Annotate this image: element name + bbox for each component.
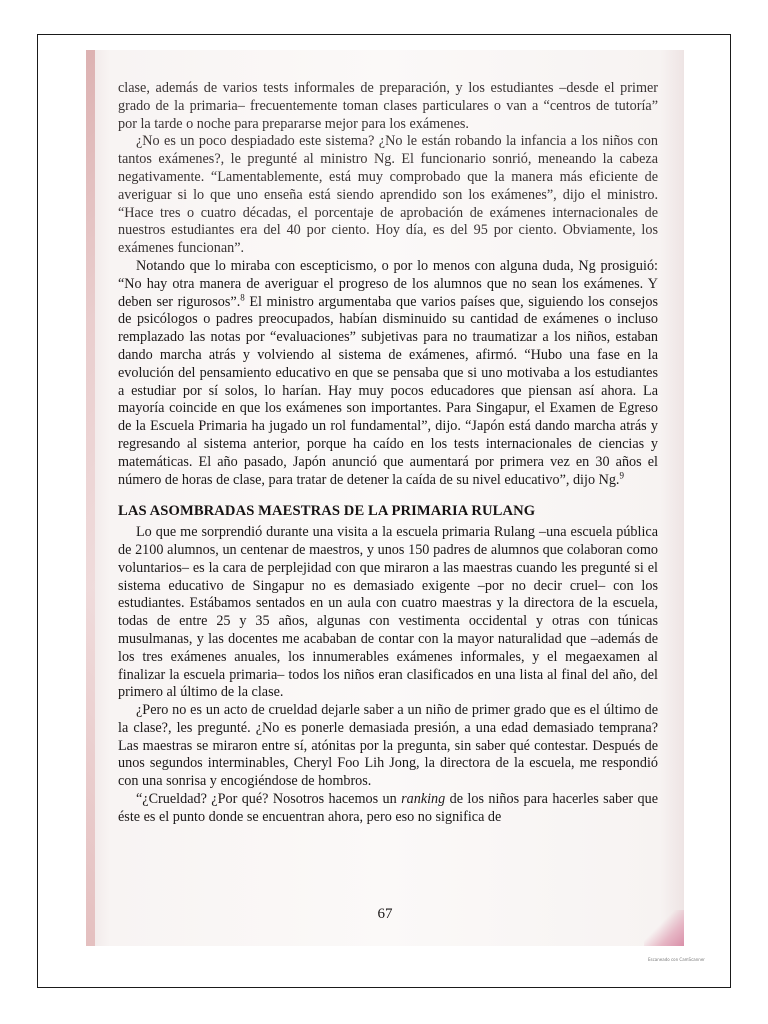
- paragraph-3-cont: El ministro argumentaba que varios países que, siguiendo los consejos de psicólogos o padres preocupados, habían disminuido su cantidad de exámenes o incluso remplazado las notas por “evaluaciones” subjetivas para no traumatizar a los niños, estaban dando marcha atrás y volviendo al sistema de exámenes, afirmó. “Hubo una fase en la evolución del pensamiento educativo en que se pensaba que si uno motivaba a los estudiantes a estudiar por sí solos, lo harían. Hay muy pocos educadores que piensan así ahora. La mayoría coincide en que los exámenes son importantes. Para Singapur, el Examen de Egreso de la Escuela Primaria ha jugado un rol fundamental”, dijo. “Japón está dando marcha atrás y regresando al sistema anterior, porque ha caído en los tests internacionales de ciencias y matemáticas. El año pasado, Japón anunció que aumentará por primera vez en 30 años el número de horas de clase, para tratar de detener la caída de su nivel educativo”, dijo Ng.: [118, 293, 658, 488]
- paragraph-4: Lo que me sorprendió durante una visita a la escuela primaria Rulang –una escuela pública de 2100 alumnos, un centenar de maestros, y unos 150 padres de alumnos que colaboran como voluntarios– es la cara de perplejidad con que miraron a las maestras cuando les pregunté si el sistema educativo de Singapur no es demasiado exigente –por no decir cruel– con los estudiantes. Estábamos sentados en un aula con cuatro maestras y la directora de la escuela, todas de entre 25 y 35 años, algunas con vestimenta occidental y otras con túnicas musulmanas, y las docentes me acababan de contar con la mayor naturalidad que –además de los tres exámenes anuales, los innumerables exámenes informales, y el megaexamen al finalizar la escuela primaria– todos los niños eran clasificados en una lista al final del año, del primero al último de la clase.: [118, 524, 658, 701]
- paragraph-6-start: “¿Crueldad? ¿Por qué? Nosotros hacemos un: [136, 791, 402, 808]
- paragraph-6-italic: ranking: [401, 791, 446, 808]
- scanned-page: [86, 50, 684, 946]
- footnote-marker-9: 9: [619, 469, 624, 480]
- page-corner-shadow: [644, 910, 684, 946]
- footnote-marker-8: 8: [240, 291, 245, 302]
- paragraph-3: [118, 258, 658, 489]
- page-edge-shadow: [86, 50, 95, 946]
- body-text: [118, 80, 658, 827]
- paragraph-2: ¿No es un poco despiadado este sistema? ¿No le están robando la infancia a los niños con tantos exámenes?, le pregunté al ministro Ng. El funcionario sonrió, meneando la cabeza negativamente. “Lamentablemente, está muy comprobado que la manera más eficiente de averiguar si lo que uno enseña está siendo aprendido son los exámenes”, dijo el ministro. “Hace tres o cuatro décadas, el porcentaje de aprobación de exámenes internacionales de nuestros estudiantes era del 40 por ciento. Hoy día, es del 95 por ciento. Obviamente, los exámenes funcionan”.: [118, 133, 658, 257]
- paragraph-1: clase, además de varios tests informales de preparación, y los estudiantes –desde el primer grado de la primaria– frecuentemente toman clases particulares o van a “centros de tutoría” por la tarde o noche para prepararse mejor para los exámenes.: [118, 80, 658, 132]
- paragraph-5: ¿Pero no es un acto de crueldad dejarle saber a un niño de primer grado que es el último de la clase?, les pregunté. ¿No es ponerle demasiada presión, a una edad demasiado temprana? Las maestras se miraron entre sí, atónitas por la pregunta, sin saber qué contestar. Después de unos segundos interminables, Cheryl Foo Lih Jong, la directora de la escuela, me respondió con una sonrisa y encogiéndose de hombros.: [118, 702, 658, 790]
- paragraph-6-end: de los niños para hacerles saber que éste es el punto donde se encuentran ahora, pero eso no significa de: [118, 791, 658, 825]
- paragraph-3-start: Notando que lo miraba con escepticismo, o por lo menos con alguna duda, Ng prosiguió: “No hay otra manera de averiguar el progreso de los alumnos que no sean los exámenes. Y deben ser rigurosos”.: [118, 257, 658, 310]
- paragraph-6: [118, 791, 658, 827]
- page-number: 67: [377, 906, 393, 922]
- scanner-watermark: Escaneado con CamScanner: [648, 957, 705, 962]
- section-heading: LAS ASOMBRADAS MAESTRAS DE LA PRIMARIA RULANG: [118, 503, 536, 520]
